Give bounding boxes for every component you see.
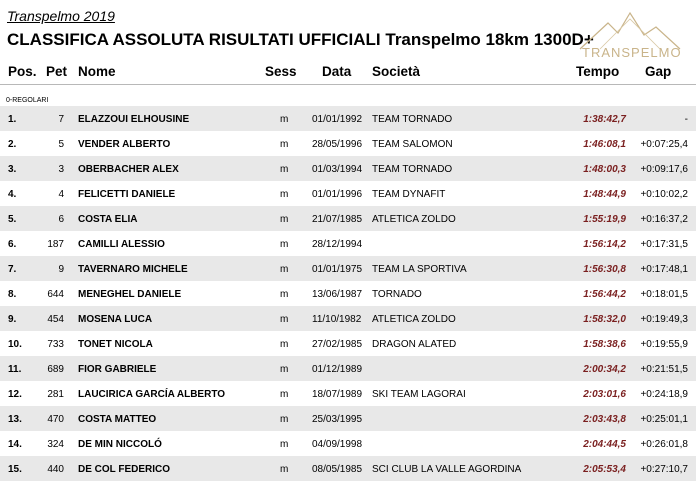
- finish-time: 1:48:00,3: [583, 164, 626, 175]
- bib-number: 6: [58, 214, 64, 225]
- position: 6.: [8, 239, 17, 250]
- finish-time: 1:58:38,6: [583, 339, 626, 350]
- page-title: CLASSIFICA ASSOLUTA RISULTATI UFFICIALI Transpelmo 18km 1300D+: [7, 30, 594, 49]
- birth-date: 27/02/1985: [312, 339, 363, 350]
- athlete-name: DE MIN NICCOLÓ: [78, 439, 162, 450]
- svg-text:TRANSPELMO: TRANSPELMO: [582, 45, 682, 60]
- birth-date: 25/03/1995: [312, 414, 363, 425]
- sex: m: [280, 214, 289, 225]
- sex: m: [280, 364, 289, 375]
- col-sess: Sess: [265, 64, 297, 79]
- club: TORNADO: [372, 289, 422, 300]
- position: 3.: [8, 164, 17, 175]
- table-row: [0, 131, 696, 156]
- sex: m: [280, 164, 289, 175]
- time-gap: +0:09:17,6: [640, 164, 688, 175]
- sex: m: [280, 389, 289, 400]
- finish-time: 2:03:01,6: [583, 389, 626, 400]
- time-gap: +0:27:10,7: [640, 464, 688, 475]
- bib-number: 7: [58, 114, 64, 125]
- position: 14.: [8, 439, 22, 450]
- club: TEAM LA SPORTIVA: [372, 264, 467, 275]
- athlete-name: OBERBACHER ALEX: [78, 164, 179, 175]
- club: ATLETICA ZOLDO: [372, 214, 456, 225]
- athlete-name: LAUCIRICA GARCÍA ALBERTO: [78, 389, 226, 400]
- finish-time: 1:58:32,0: [583, 314, 626, 325]
- bib-number: 3: [58, 164, 64, 175]
- birth-date: 21/07/1985: [312, 214, 363, 225]
- position: 2.: [8, 139, 17, 150]
- finish-time: 1:46:08,1: [583, 139, 626, 150]
- table-row: [0, 281, 696, 306]
- athlete-name: ELAZZOUI ELHOUSINE: [78, 114, 190, 125]
- club: SCI CLUB LA VALLE AGORDINA: [372, 464, 522, 475]
- birth-date: 04/09/1998: [312, 439, 363, 450]
- position: 13.: [8, 414, 22, 425]
- finish-time: 1:56:14,2: [583, 239, 626, 250]
- time-gap: +0:17:48,1: [640, 264, 688, 275]
- birth-date: 01/01/1975: [312, 264, 363, 275]
- table-row: [0, 381, 696, 406]
- athlete-name: MOSENA LUCA: [78, 314, 153, 325]
- club: DRAGON ALATED: [372, 339, 457, 350]
- position: 8.: [8, 289, 17, 300]
- time-gap: +0:17:31,5: [640, 239, 688, 250]
- finish-time: 1:38:42,7: [583, 114, 626, 125]
- col-date: Data: [322, 64, 352, 79]
- time-gap: +0:19:55,9: [640, 339, 688, 350]
- bib-number: 689: [47, 364, 64, 375]
- table-row: [0, 106, 696, 131]
- athlete-name: TONET NICOLA: [78, 339, 153, 350]
- birth-date: 08/05/1985: [312, 464, 363, 475]
- athlete-name: COSTA MATTEO: [78, 414, 157, 425]
- time-gap: +0:10:02,2: [640, 189, 688, 200]
- time-gap: +0:26:01,8: [640, 439, 688, 450]
- time-gap: +0:07:25,4: [640, 139, 688, 150]
- position: 5.: [8, 214, 17, 225]
- time-gap: +0:16:37,2: [640, 214, 688, 225]
- finish-time: 2:00:34,2: [583, 364, 626, 375]
- club: SKI TEAM LAGORAI: [372, 389, 466, 400]
- athlete-name: VENDER ALBERTO: [78, 139, 171, 150]
- sex: m: [280, 464, 289, 475]
- athlete-name: CAMILLI ALESSIO: [78, 239, 165, 250]
- bib-number: 281: [47, 389, 64, 400]
- finish-time: 2:03:43,8: [583, 414, 626, 425]
- birth-date: 01/01/1996: [312, 189, 363, 200]
- sex: m: [280, 139, 289, 150]
- position: 9.: [8, 314, 17, 325]
- birth-date: 01/03/1994: [312, 164, 363, 175]
- table-row: [0, 406, 696, 431]
- position: 11.: [8, 364, 22, 375]
- sex: m: [280, 239, 289, 250]
- table-row: [0, 206, 696, 231]
- athlete-name: TAVERNARO MICHELE: [78, 264, 188, 275]
- position: 1.: [8, 114, 17, 125]
- athlete-name: COSTA ELIA: [78, 214, 138, 225]
- club: TEAM TORNADO: [372, 114, 453, 125]
- time-gap: +0:18:01,5: [640, 289, 688, 300]
- bib-number: 454: [47, 314, 64, 325]
- bib-number: 644: [47, 289, 64, 300]
- table-row: [0, 331, 696, 356]
- club: TEAM DYNAFIT: [372, 189, 446, 200]
- finish-time: 2:05:53,4: [583, 464, 626, 475]
- finish-time: 1:56:44,2: [583, 289, 626, 300]
- table-row: [0, 231, 696, 256]
- table-header: [0, 63, 696, 83]
- sex: m: [280, 339, 289, 350]
- athlete-name: FIOR GABRIELE: [78, 364, 157, 375]
- sex: m: [280, 289, 289, 300]
- club: TEAM SALOMON: [372, 139, 453, 150]
- athlete-name: MENEGHEL DANIELE: [78, 289, 182, 300]
- bib-number: 5: [58, 139, 64, 150]
- table-row: [0, 431, 696, 456]
- club: TEAM TORNADO: [372, 164, 453, 175]
- bib-number: 4: [58, 189, 64, 200]
- time-gap: -: [684, 114, 688, 125]
- sex: m: [280, 114, 289, 125]
- table-row: [0, 456, 696, 481]
- table-row: [0, 356, 696, 381]
- position: 12.: [8, 389, 22, 400]
- col-club: Società: [372, 64, 421, 79]
- transpelmo-logo: [560, 5, 696, 65]
- position: 7.: [8, 264, 17, 275]
- header-divider: [0, 84, 696, 85]
- sex: m: [280, 314, 289, 325]
- finish-time: 1:48:44,9: [583, 189, 626, 200]
- athlete-name: FELICETTI DANIELE: [78, 189, 176, 200]
- col-pos: Pos.: [8, 64, 37, 79]
- birth-date: 01/01/1992: [312, 114, 363, 125]
- position: 4.: [8, 189, 17, 200]
- birth-date: 18/07/1989: [312, 389, 363, 400]
- bib-number: 733: [47, 339, 64, 350]
- time-gap: +0:25:01,1: [640, 414, 688, 425]
- sex: m: [280, 189, 289, 200]
- sex: m: [280, 439, 289, 450]
- athlete-name: DE COL FEDERICO: [78, 464, 171, 475]
- table-row: [0, 181, 696, 206]
- birth-date: 01/12/1989: [312, 364, 363, 375]
- bib-number: 440: [47, 464, 64, 475]
- event-title: Transpelmo 2019: [7, 8, 115, 24]
- bib-number: 187: [47, 239, 64, 250]
- table-row: [0, 256, 696, 281]
- col-pet: Pet: [46, 64, 68, 79]
- sex: m: [280, 264, 289, 275]
- time-gap: +0:19:49,3: [640, 314, 688, 325]
- bib-number: 470: [47, 414, 64, 425]
- col-time: Tempo: [576, 64, 620, 79]
- finish-time: 2:04:44,5: [583, 439, 626, 450]
- time-gap: +0:21:51,5: [640, 364, 688, 375]
- table-row: [0, 306, 696, 331]
- col-name: Nome: [78, 64, 116, 79]
- club: ATLETICA ZOLDO: [372, 314, 456, 325]
- birth-date: 28/12/1994: [312, 239, 363, 250]
- birth-date: 11/10/1982: [312, 314, 362, 325]
- finish-time: 1:56:30,8: [583, 264, 626, 275]
- position: 10.: [8, 339, 22, 350]
- group-label: 0-REGOLARI: [6, 97, 49, 104]
- sex: m: [280, 414, 289, 425]
- table-row: [0, 156, 696, 181]
- birth-date: 28/05/1996: [312, 139, 363, 150]
- bib-number: 9: [58, 264, 64, 275]
- birth-date: 13/06/1987: [312, 289, 363, 300]
- col-gap: Gap: [645, 64, 672, 79]
- time-gap: +0:24:18,9: [640, 389, 688, 400]
- position: 15.: [8, 464, 22, 475]
- bib-number: 324: [47, 439, 64, 450]
- finish-time: 1:55:19,9: [583, 214, 626, 225]
